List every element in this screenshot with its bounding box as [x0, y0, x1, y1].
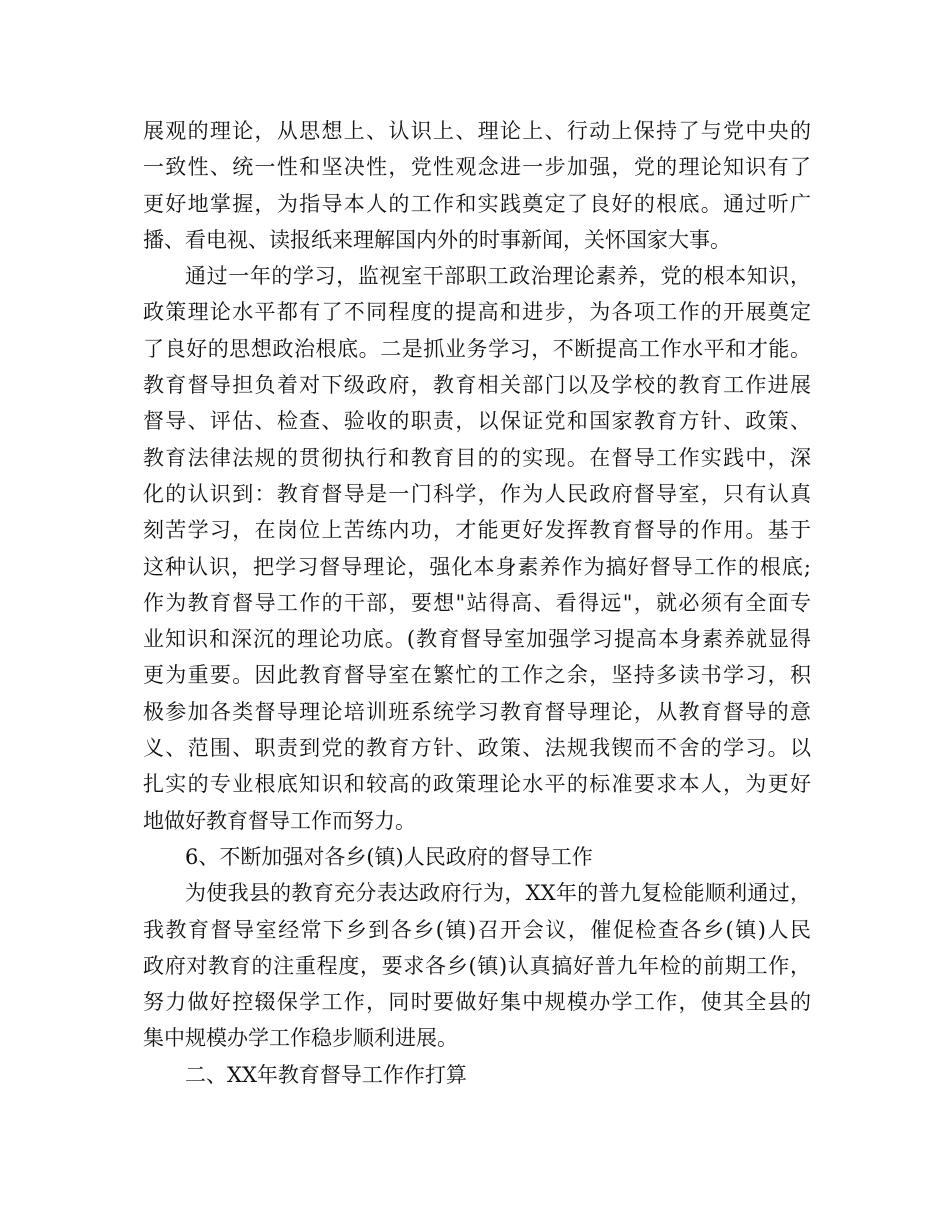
text-line: 极参加各类督导理论培训班系统学习教育督导理论，从教育督导的意 — [143, 699, 811, 724]
text-line: 展观的理论，从思想上、认识上、理论上、行动上保持了与党中央的 — [143, 119, 811, 143]
text-line: 更好地掌握，为指导本人的工作和实践奠定了良好的根底。通过听广 — [143, 191, 811, 216]
text-line: 播、看电视、读报纸来理解国内外的时事新闻，关怀国家大事。 — [143, 227, 731, 252]
text-line: 通过一年的学习，监视室干部职工政治理论素养，党的根本知识， — [185, 264, 811, 289]
text-line: 集中规模办学工作稳步顺利进展。 — [143, 1026, 458, 1051]
text-line: 教育法律法规的贯彻执行和教育目的的实现。在督导工作实践中，深 — [143, 445, 811, 470]
text-line: 作为教育督导工作的干部，要想"站得高、看得远"，就必须有全面专 — [143, 590, 811, 615]
text-line: 督导、评估、检查、验收的职责，以保证党和国家教育方针、政策、 — [143, 409, 811, 434]
text-line: 我教育督导室经常下乡到各乡(镇)召开会议，催促检查各乡(镇)人民 — [143, 917, 811, 942]
text-line: 业知识和深沉的理论功底。(教育督导室加强学习提高本身素养就显得 — [143, 627, 811, 652]
text-line: 努力做好控辍保学工作，同时要做好集中规模办学工作，使其全县的 — [143, 990, 811, 1015]
text-line: 一致性、统一性和坚决性，党性观念进一步加强，党的理论知识有了 — [143, 155, 811, 180]
text-line: 了良好的思想政治根底。二是抓业务学习，不断提高工作水平和才能。 — [143, 336, 811, 361]
text-line: 地做好教育督导工作而努力。 — [143, 808, 416, 833]
text-line: 这种认识，把学习督导理论，强化本身素养作为搞好督导工作的根底; — [143, 554, 811, 579]
text-line: 6、不断加强对各乡(镇)人民政府的督导工作 — [185, 844, 593, 869]
text-line: 化的认识到：教育督导是一门科学，作为人民政府督导室，只有认真 — [143, 481, 811, 506]
text-line: 为使我县的教育充分表达政府行为，XX年的普九复检能顺利通过， — [185, 881, 811, 906]
text-line: 更为重要。因此教育督导室在繁忙的工作之余，坚持多读书学习，积 — [143, 663, 811, 688]
text-line: 政府对教育的注重程度，要求各乡(镇)认真搞好普九年检的前期工作， — [143, 953, 811, 978]
text-line: 政策理论水平都有了不同程度的提高和进步，为各项工作的开展奠定 — [143, 300, 811, 325]
text-line: 义、范围、职责到党的教育方针、政策、法规我锲而不舍的学习。以 — [143, 736, 811, 761]
text-line: 刻苦学习，在岗位上苦练内功，才能更好发挥教育督导的作用。基于 — [143, 518, 811, 543]
text-line: 二、XX年教育督导工作作打算 — [185, 1062, 467, 1087]
document-body — [143, 113, 811, 1093]
text-line: 教育督导担负着对下级政府，教育相关部门以及学校的教育工作进展 — [143, 373, 811, 398]
text-line: 扎实的专业根底知识和较高的政策理论水平的标准要求本人，为更好 — [143, 772, 811, 797]
